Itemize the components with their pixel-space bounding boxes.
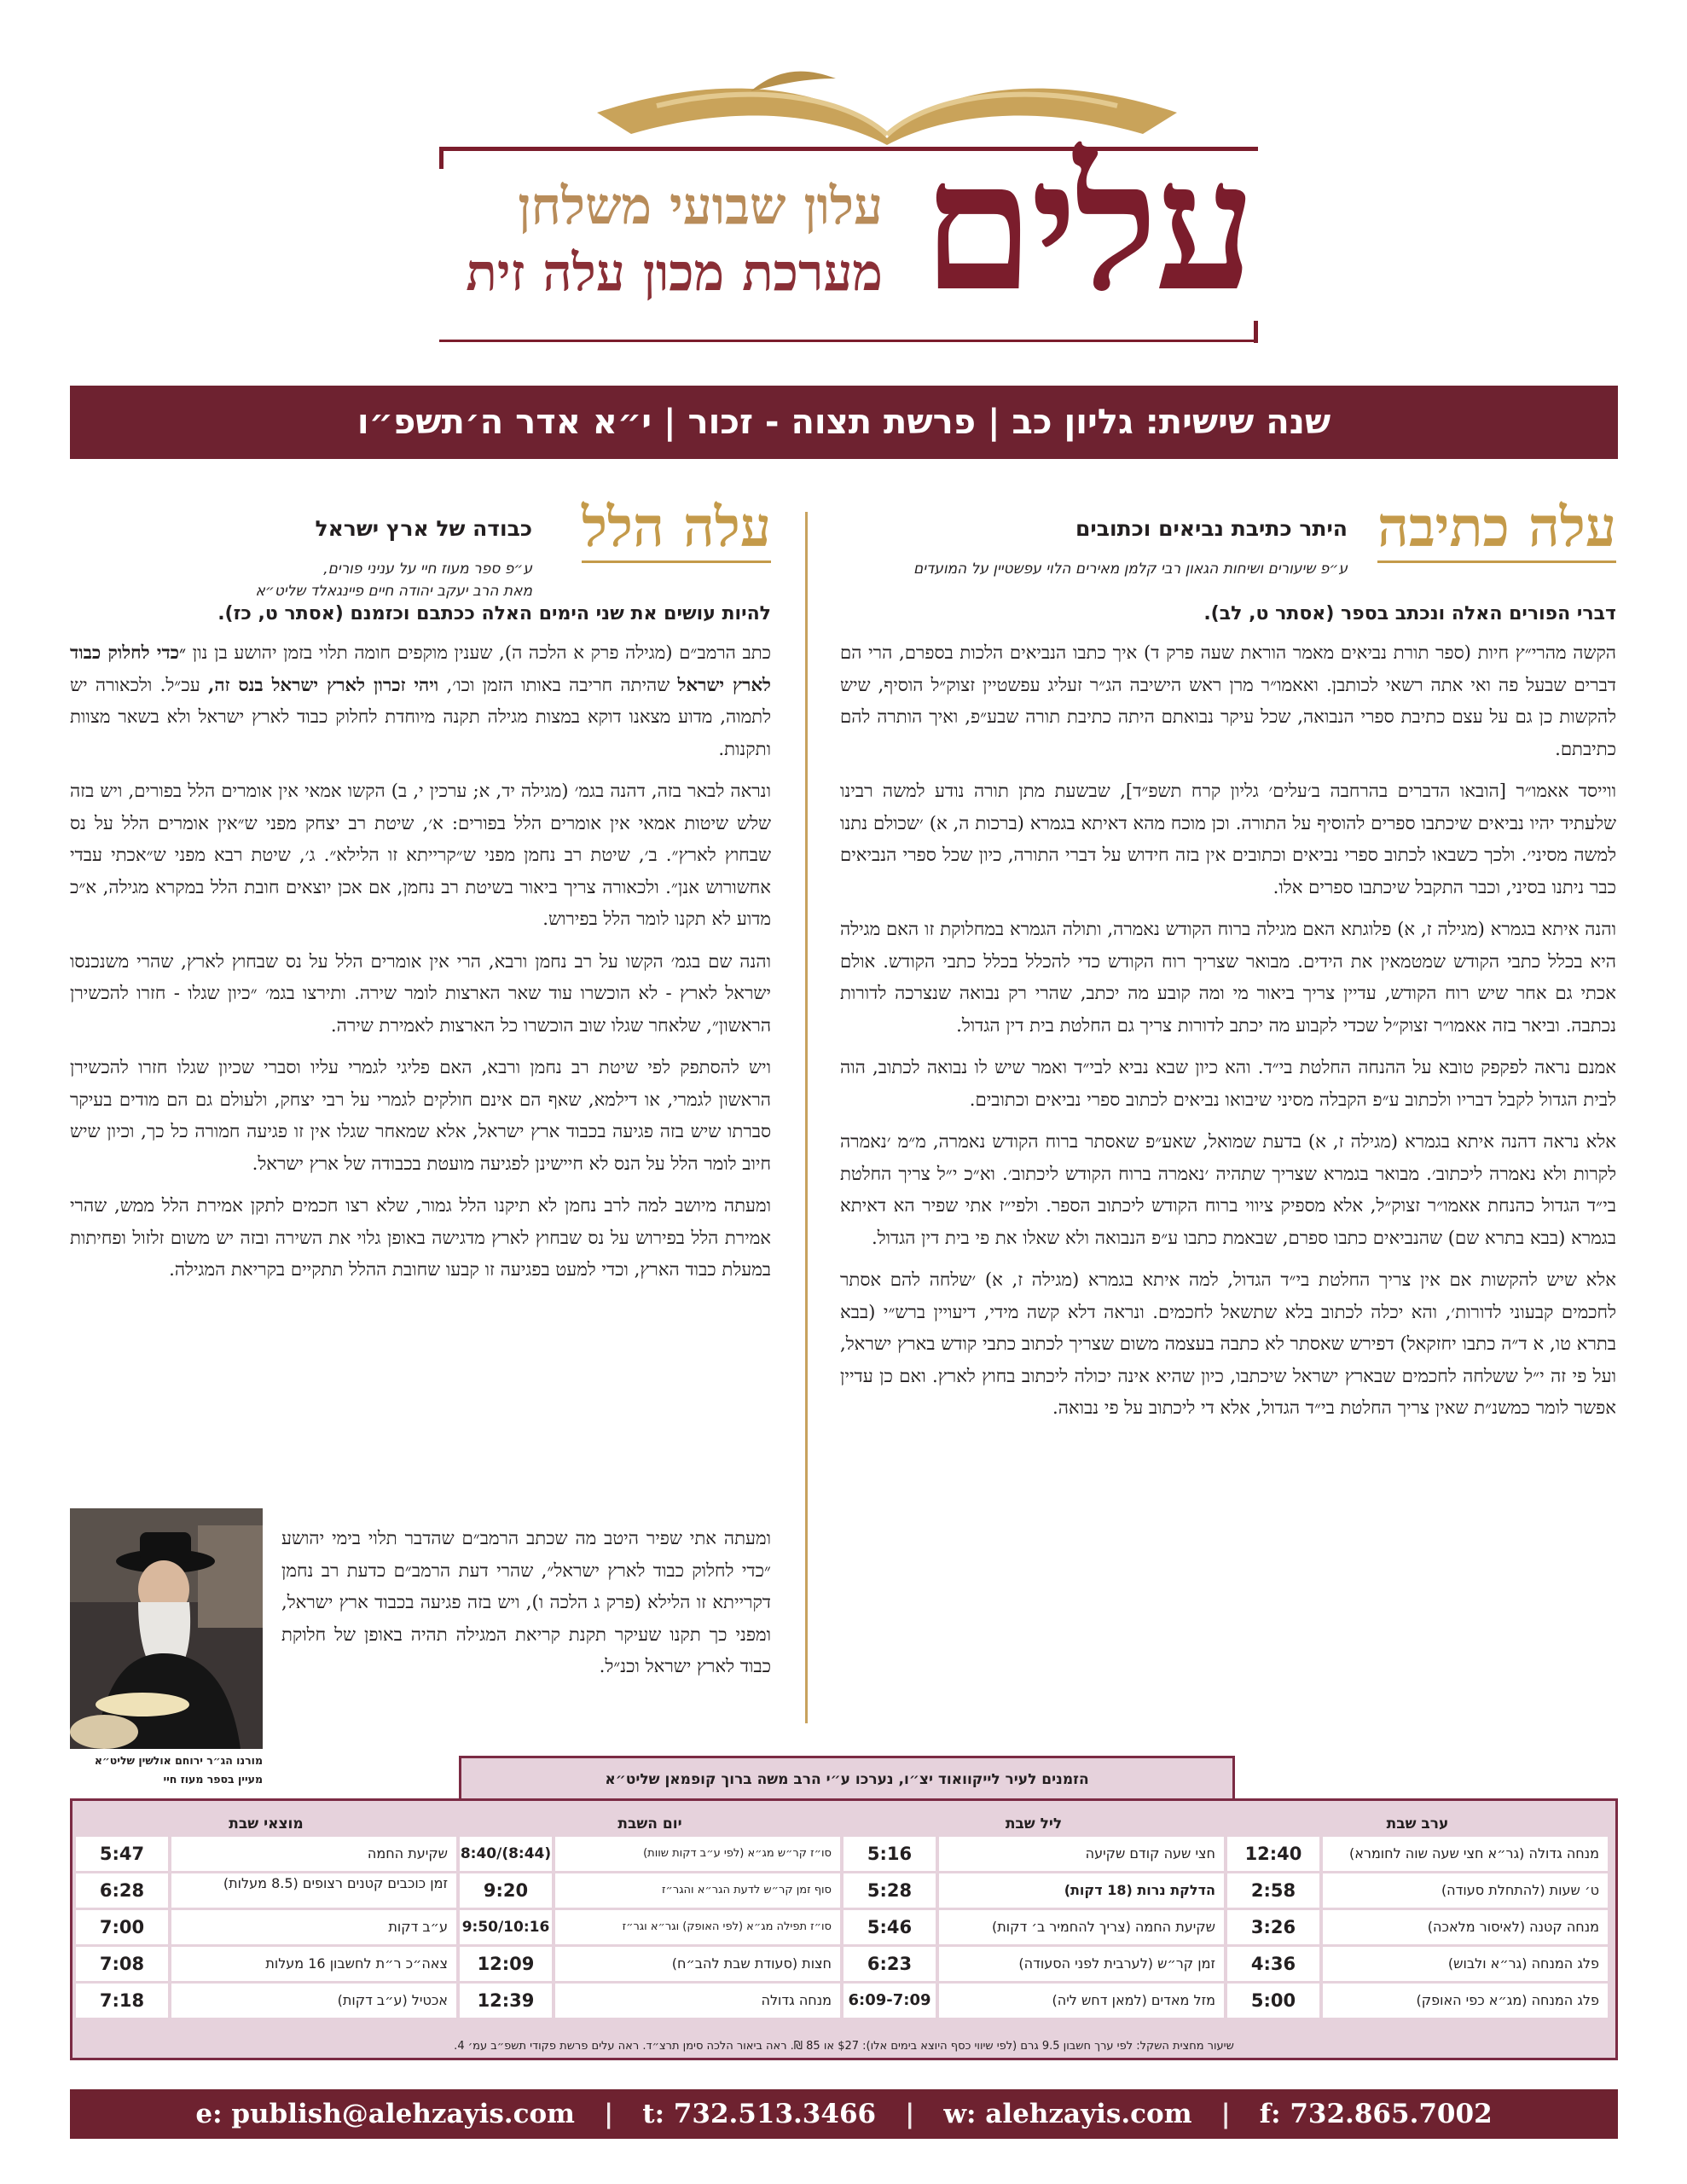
zman-name: פלג המנחה (מג״א כפי האופק) xyxy=(1323,1984,1608,2018)
zmanim-row xyxy=(844,1947,1224,1984)
zmanim-column xyxy=(76,1811,456,2024)
column-divider xyxy=(805,512,808,1723)
zmanim-header: הזמנים לעיר לייקוואוד יצ״ו, נערכו ע״י הרב משה ברוך קופמאן שליט״א xyxy=(459,1756,1235,1804)
zmanim-row xyxy=(460,1837,840,1873)
separator: | xyxy=(1220,2099,1231,2129)
zman-name: סו״ז תפילה מג״א (לפי האופק) וגר״א וגר״ז xyxy=(555,1910,840,1944)
article-right xyxy=(840,496,1617,1434)
zmanim-row xyxy=(844,1837,1224,1873)
credit-line: ע״פ ספר מעוז חיי על עניני פורים, xyxy=(323,561,532,578)
brand-subtitle: עלון שבועי משלחן xyxy=(518,177,883,236)
paragraph: והנה שם בגמ׳ הקשו על רב נחמן ורבא, הרי אין אומרים הלל על נס שבחוץ לארץ, שהרי משנכנסו ישראל לארץ - לא הוכשרו עוד שאר הארצות לומר שירה. ותירצו בגמ׳ ״כיון שגלו - חזרו להכשירן הראשון״, שלאחר שגלו שוב הוכשרו כל הארצות לאמירת שירה. xyxy=(70,950,771,1036)
zmanim-row xyxy=(76,1910,456,1947)
zman-name: שקיעת החמה (צריך להחמיר ב׳ דקות) xyxy=(939,1910,1224,1944)
zmanim-row xyxy=(844,1910,1224,1947)
article-credit xyxy=(72,559,532,602)
zmanim-footnote: שיעור מחצית השקל: לפי ערך חשבון 9.5 גרם (לפי שיווי כסף היוצא בימים אלו): $27 או 85 ₪. ראה ביאור הלכה סימן תרצ״ד. ראה עלים פרשת פקודי תשפ״ב עמ׳ 4. xyxy=(454,2040,1234,2053)
zmanim-column-title: ליל שבת xyxy=(1005,1815,1063,1833)
zman-time: 5:28 xyxy=(844,1873,936,1908)
zman-time: 9:20 xyxy=(460,1873,552,1908)
zman-name: זמן כוכבים קטנים רצופים (8.5 מעלות) xyxy=(171,1873,456,1908)
issue-band: שנה שישית: גליון כב | פרשת תצוה - זכור | י״א אדר ה׳תשפ״ו xyxy=(70,386,1618,459)
zmanim-row xyxy=(1227,1984,1608,2020)
zman-name: ט׳ שעות (להתחלת סעודה) xyxy=(1323,1873,1608,1908)
zman-time: 5:46 xyxy=(844,1910,936,1944)
zmanim-row xyxy=(1227,1947,1608,1984)
zman-time: 6:23 xyxy=(844,1947,936,1981)
brand-title: עלים xyxy=(922,120,1253,331)
emphasis-text: ויהי זכרון לארץ ישראל בנס זה, xyxy=(208,673,439,695)
text-run: עכ״ל. ולכאורה יש לתמוה, מדוע מצאנו דוקא במצות מגילה תקנה מיוחדת לחלוק כבוד לארץ ישראל ולא בשאר מצוות ותקנות. xyxy=(70,673,771,759)
zmanim-column xyxy=(460,1811,840,2024)
paragraph: ווייסד אאמו״ר [הובאו הדברים בהרחבה ב׳עלים׳ גליון קרח תשפ״ד], שבשעת מתן תורה נודע למשה רבינו שלעתיד יהיו נביאים שיכתבו ספרים להוסיף על התורה. וכן מוכח מהא דאיתא בגמרא (ברכות ה, א) ׳שכולם נתנו למשה מסיני׳. ולכך כשבאו לכתוב ספרי נביאים וכתובים אין בזה חידוש על דברי התורה, כיון שכל ספרי הנביאים כבר ניתנו בסיני, וכבר התקבל שיכתבו ספרים אלו. xyxy=(840,780,1616,897)
zman-name: חצות (סעודת שבת להב״ח) xyxy=(555,1947,840,1981)
zmanim-row xyxy=(844,1984,1224,2020)
masthead-rule-bottom xyxy=(439,340,1258,342)
website-link[interactable]: w: alehzayis.com xyxy=(943,2099,1192,2129)
lead-verse: להיות עושים את שני הימים האלה ככתבם וכזמנם (אסתר ט, כז). xyxy=(217,603,771,624)
masthead-rule-tick xyxy=(1254,321,1258,343)
article-left xyxy=(70,496,771,1296)
caption-line: מעיין בספר מעוז חיי xyxy=(163,1772,263,1786)
zmanim-row xyxy=(460,1984,840,2020)
zman-name: מנחה גדולה xyxy=(555,1984,840,2018)
zman-time: 6:28 xyxy=(76,1873,168,1908)
contact-footer xyxy=(70,2089,1618,2139)
zmanim-row xyxy=(1227,1837,1608,1873)
zman-time: 9:50/10:16 xyxy=(460,1910,552,1944)
zmanim-row xyxy=(76,1873,456,1910)
zman-time: 6:09-7:09 xyxy=(844,1984,936,2018)
paragraph: ונראה לבאר בזה, דהנה בגמ׳ (מגילה יד, א; ערכין י, ב) הקשו אמאי אין אומרים הלל בפורים, ויש בזה שלש שיטות אמאי אין אומרים הלל בפורים: א׳, שיטת רב יצחק מפני ש״אין אומרים הלל על נס שבחוץ לארץ״. ב׳, שיטת רב נחמן מפני ש״קרייתא זו הלילא״. ג׳, שיטת רבא מפני ש״אכתי עבדי אחשורוש אנן״. ולכאורה צריך ביאור בשיטת רב נחמן, אם אכן יוצאים חובת הלל במקרא מגילה, א״כ מדוע לא תקנו לומר הלל בפירוש. xyxy=(70,780,771,929)
text-run: כתב הרמב״ם (מגילה פרק א הלכה ה), שענין מוקפים חומה תלוי בזמן יהושע בן נון xyxy=(186,642,771,663)
separator: | xyxy=(603,2099,614,2129)
zman-name: אכטיל (ע״ב דקות) xyxy=(171,1984,456,2018)
article-title: כבודה של ארץ ישראל xyxy=(315,516,532,541)
text-run: שהיתה חריבה באותו הזמן וכו׳, xyxy=(438,673,678,695)
article-title: היתר כתיבת נביאים וכתובים xyxy=(1075,516,1348,541)
zman-name: הדלקת נרות (18 דקות) xyxy=(939,1873,1224,1908)
zman-name: מנחה גדולה (גר״א חצי שעה שוה לחומרא) xyxy=(1323,1837,1608,1871)
paragraph xyxy=(70,636,771,764)
zmanim-row xyxy=(76,1837,456,1873)
zmanim-column xyxy=(1227,1811,1608,2024)
credit-line: מאת הרב יעקב יהודה חיים פיינגאלד שליט״א xyxy=(255,582,532,600)
zmanim-row xyxy=(460,1873,840,1910)
zmanim-column-title: מוצאי שבת xyxy=(229,1815,304,1833)
zman-name: סוף זמן קר״ש לדעת הגר״א והגר״ז xyxy=(555,1873,840,1908)
zman-time: 5:00 xyxy=(1227,1984,1319,2018)
article-credit: ע״פ שיעורים ושיחות הגאון רבי קלמן מאירים הלוי עפשטיין על המועדים xyxy=(913,561,1348,578)
paragraph: אלא נראה דהנה איתא בגמרא (מגילה ז, א) בדעת שמואל, שאע״פ שאסתר ברוח הקודש נאמרה, מ״מ ׳נאמרה לקרות ולא נאמרה ליכתוב׳. מבואר בגמרא שצריך שתהיה ׳נאמרה ברוח הקודש ליכתוב׳. וא״כ י״ל צריך החלטת בי״ד הגדול כהנחת אאמו״ר זצוק״ל, אלא מספיק ציווי ברוח הקודש ליכתוב הספר. ולפי״ז אתי שפיר הא דאיתא בגמרא (בבא בתרא שם) שהנביאים כתבו ספרם, שבאמת כתבו ע״פ הנבואה ולא שאלו את פי בית דין הגדול. xyxy=(840,1130,1617,1248)
email-link[interactable]: e: publish@alehzayis.com xyxy=(195,2099,575,2129)
zman-name: ע״ב דקות xyxy=(171,1910,456,1944)
zman-time: 2:58 xyxy=(1227,1873,1319,1908)
zmanim-column-title: ערב שבת xyxy=(1386,1815,1449,1833)
photo-caption xyxy=(70,1751,263,1789)
zmanim-table xyxy=(70,1798,1618,2060)
lead-verse: דברי הפורים האלה ונכתב בספר (אסתר ט, לב). xyxy=(1203,603,1616,624)
paragraph: אמנם נראה לפקפק טובא על ההנחה החלטת בי״ד. והא כיון שבא נביא לבי״ד ואמר שיש לו נבואה לכתוב, הוה לבית הגדול לקבל דבריו ולכתוב ע״פ הקבלה מסיני שיבואו נביאים לכתוב ספרי נביאים וכתובים. xyxy=(840,1056,1616,1110)
zmanim-row xyxy=(1227,1873,1608,1910)
zmanim-row xyxy=(844,1873,1224,1910)
zman-name: סו״ז קר״ש מג״א (לפי ע״ב דקות שוות) xyxy=(555,1837,840,1871)
zman-name: שקיעת החמה xyxy=(171,1837,456,1871)
zman-name: צאה״כ ר״ת לחשבון 16 מעלות xyxy=(171,1947,456,1981)
caption-line: מורנו הג״ר ירוחם אולשין שליט״א xyxy=(94,1754,263,1767)
zman-name: מזל מאדים (למאן דחש ליה) xyxy=(939,1984,1224,2018)
zmanim-row xyxy=(76,1947,456,1984)
separator: | xyxy=(905,2099,915,2129)
zman-name: פלג המנחה (גר״א ולבוש) xyxy=(1323,1947,1608,1981)
zman-time: 7:18 xyxy=(76,1984,168,2018)
zman-time: 5:47 xyxy=(76,1837,168,1871)
section-header xyxy=(70,496,771,600)
section-header xyxy=(840,496,1616,595)
zman-time: 12:39 xyxy=(460,1984,552,2018)
zmanim-row xyxy=(460,1947,840,1984)
paragraph: אלא שיש להקשות אם אין צריך החלטת בי״ד הגדול, למה איתא בגמרא (מגילה ז, א) ׳שלחה להם אסתר לחכמים קבעוני לדורות׳, והא יכלה לכתוב בלא שתשאל לחכמים. ונראה דלא קשה מידי, דיעויין ברש״י (בבא בתרא טו, א ד״ה כתבו יחזקאל) דפירש שאסתר לא כתבה בעצמה משום שצריך לכתוב כתבי קודש בארץ ישראל, ועל פי זה י״ל ששלחה לחכמים שבארץ ישראל שיכתבו, כיון שהיא אינה יכולה ליכתוב בחוץ לארץ. ואם כן עדיין אפשר לומר כמשנ״ת שאין צריך החלטת בי״ד הגדול, אלא די ליכתוב על פי נבואה. xyxy=(840,1269,1616,1418)
zman-time: 5:16 xyxy=(844,1837,936,1871)
section-label: עלה הלל xyxy=(582,496,771,560)
zman-name: חצי שעה קודם שקיעה xyxy=(939,1837,1224,1871)
zmanim-row xyxy=(460,1910,840,1947)
brand-subtitle: מערכת מכון עלה זית xyxy=(466,243,883,303)
zman-time: 12:40 xyxy=(1227,1837,1319,1871)
section-label: עלה כתיבה xyxy=(1377,496,1616,560)
zmanim-column xyxy=(844,1811,1224,2024)
paragraph: ומעתה מיושב למה לרב נחמן לא תיקנו הלל גמור, שלא רצו חכמים לתקן אמירת הלל ממש, שהרי אמירת הלל בפירוש על נס שבחוץ לארץ מדגישה באופן גלוי את השירה ובזה יש משום זלזול ופחיתות במעלת כבוד הארץ, וכדי למעט בפגיעה זו קבעו שחובת ההלל תתקיים בקריאת המגילה. xyxy=(70,1194,771,1280)
paragraph: ויש להסתפק לפי שיטת רב נחמן ורבא, האם פליגי לגמרי עליו וסברי שכיון שגלו חזרו להכשירן הראשון לגמרי, או דילמא, שאף הם אינם חולקים לגמרי על רבי יצחק, ולעולם גם הם מודים בעיקר סברתו שיש בזה פגיעה בכבוד ארץ ישראל, אלא שמאחר שגלו אין זו פגיעה חמורה כל כך, וכיון שיש חיוב לומר הלל על הנס לא חיישינן לפגיעה מועטת בכבודה של ארץ ישראל. xyxy=(70,1056,771,1174)
masthead-rule-tick xyxy=(439,147,443,169)
zman-time: 8:40/(8:44) xyxy=(460,1837,552,1871)
zmanim-row xyxy=(1227,1910,1608,1947)
zman-name: מנחה קטנה (לאיסור מלאכה) xyxy=(1323,1910,1608,1944)
emphasis-text: ״כדי לחלוק כבוד לארץ ישראל xyxy=(70,642,771,695)
rabbi-portrait xyxy=(70,1508,263,1749)
zman-name: זמן קר״ש (לערבית לפני הסעודה) xyxy=(939,1947,1224,1981)
paragraph: ומעתה אתי שפיר היטב מה שכתב הרמב״ם שהדבר תלוי בימי יהושע ״כדי לחלוק כבוד לארץ ישראל״, שהרי דעת הרמב״ם כדעת רב נחמן דקרייתא זו הלילא (פרק ג הלכה ו), ויש בזה פגיעה בכבוד ארץ ישראל, ומפני כך תקנו שעיקר תקנת קריאת המגילה תהיה באופן של חלוקת כבוד לארץ ישראל וכנ״ל. xyxy=(281,1527,771,1676)
zman-time: 4:36 xyxy=(1227,1947,1319,1981)
zman-time: 7:08 xyxy=(76,1947,168,1981)
portrait-side-text xyxy=(281,1522,771,1693)
phone-number[interactable]: t: 732.513.3466 xyxy=(642,2099,877,2129)
paragraph: הקשה מהרי״ץ חיות (ספר תורת נביאים מאמר הוראת שעה פרק ד) איך כתבו הנביאים הלכות בספרם, הרי הם דברים שבעל פה ואי אתה רשאי לכותבן. ואאמו״ר מרן ראש הישיבה הג״ר זעליג עפשטיין זצוק״ל הוסיף, שיש להקשות כן גם על עצם כתיבת ספרי הנבואה, שכל עיקר נבואתם היתה כתיבת תורה שבע״פ, ואיך הותרה להם כתיבתם. xyxy=(840,642,1616,759)
zman-time: 12:09 xyxy=(460,1947,552,1981)
paragraph: והנה איתא בגמרא (מגילה ז, א) פלוגתא האם מגילה ברוח הקודש נאמרה, ותולה הגמרא במחלוקת זו האם מגילה היא בכלל כתבי הקודש שמטמאין את הידים. מבואר שצריך רוח הקודש כדי להכלל בכלל כתבי הקודש. אולם אכתי גם אחר שיש רוח הקודש, עדיין צריך ביאור מי ומה קובע מה יכתב, שהרי רק נבואה שנצרכה לדורות נכתבה. וביאר בזה אאמו״ר זצוק״ל שכדי לקבוע מה יכתב לדורות צריך גם החלטת בית דין הגדול. xyxy=(840,918,1616,1036)
zman-time: 3:26 xyxy=(1227,1910,1319,1944)
zmanim-column-title: יום השבת xyxy=(617,1815,682,1833)
zmanim-row xyxy=(76,1984,456,2020)
zman-time: 7:00 xyxy=(76,1910,168,1944)
fax-number: f: 732.865.7002 xyxy=(1259,2099,1493,2129)
